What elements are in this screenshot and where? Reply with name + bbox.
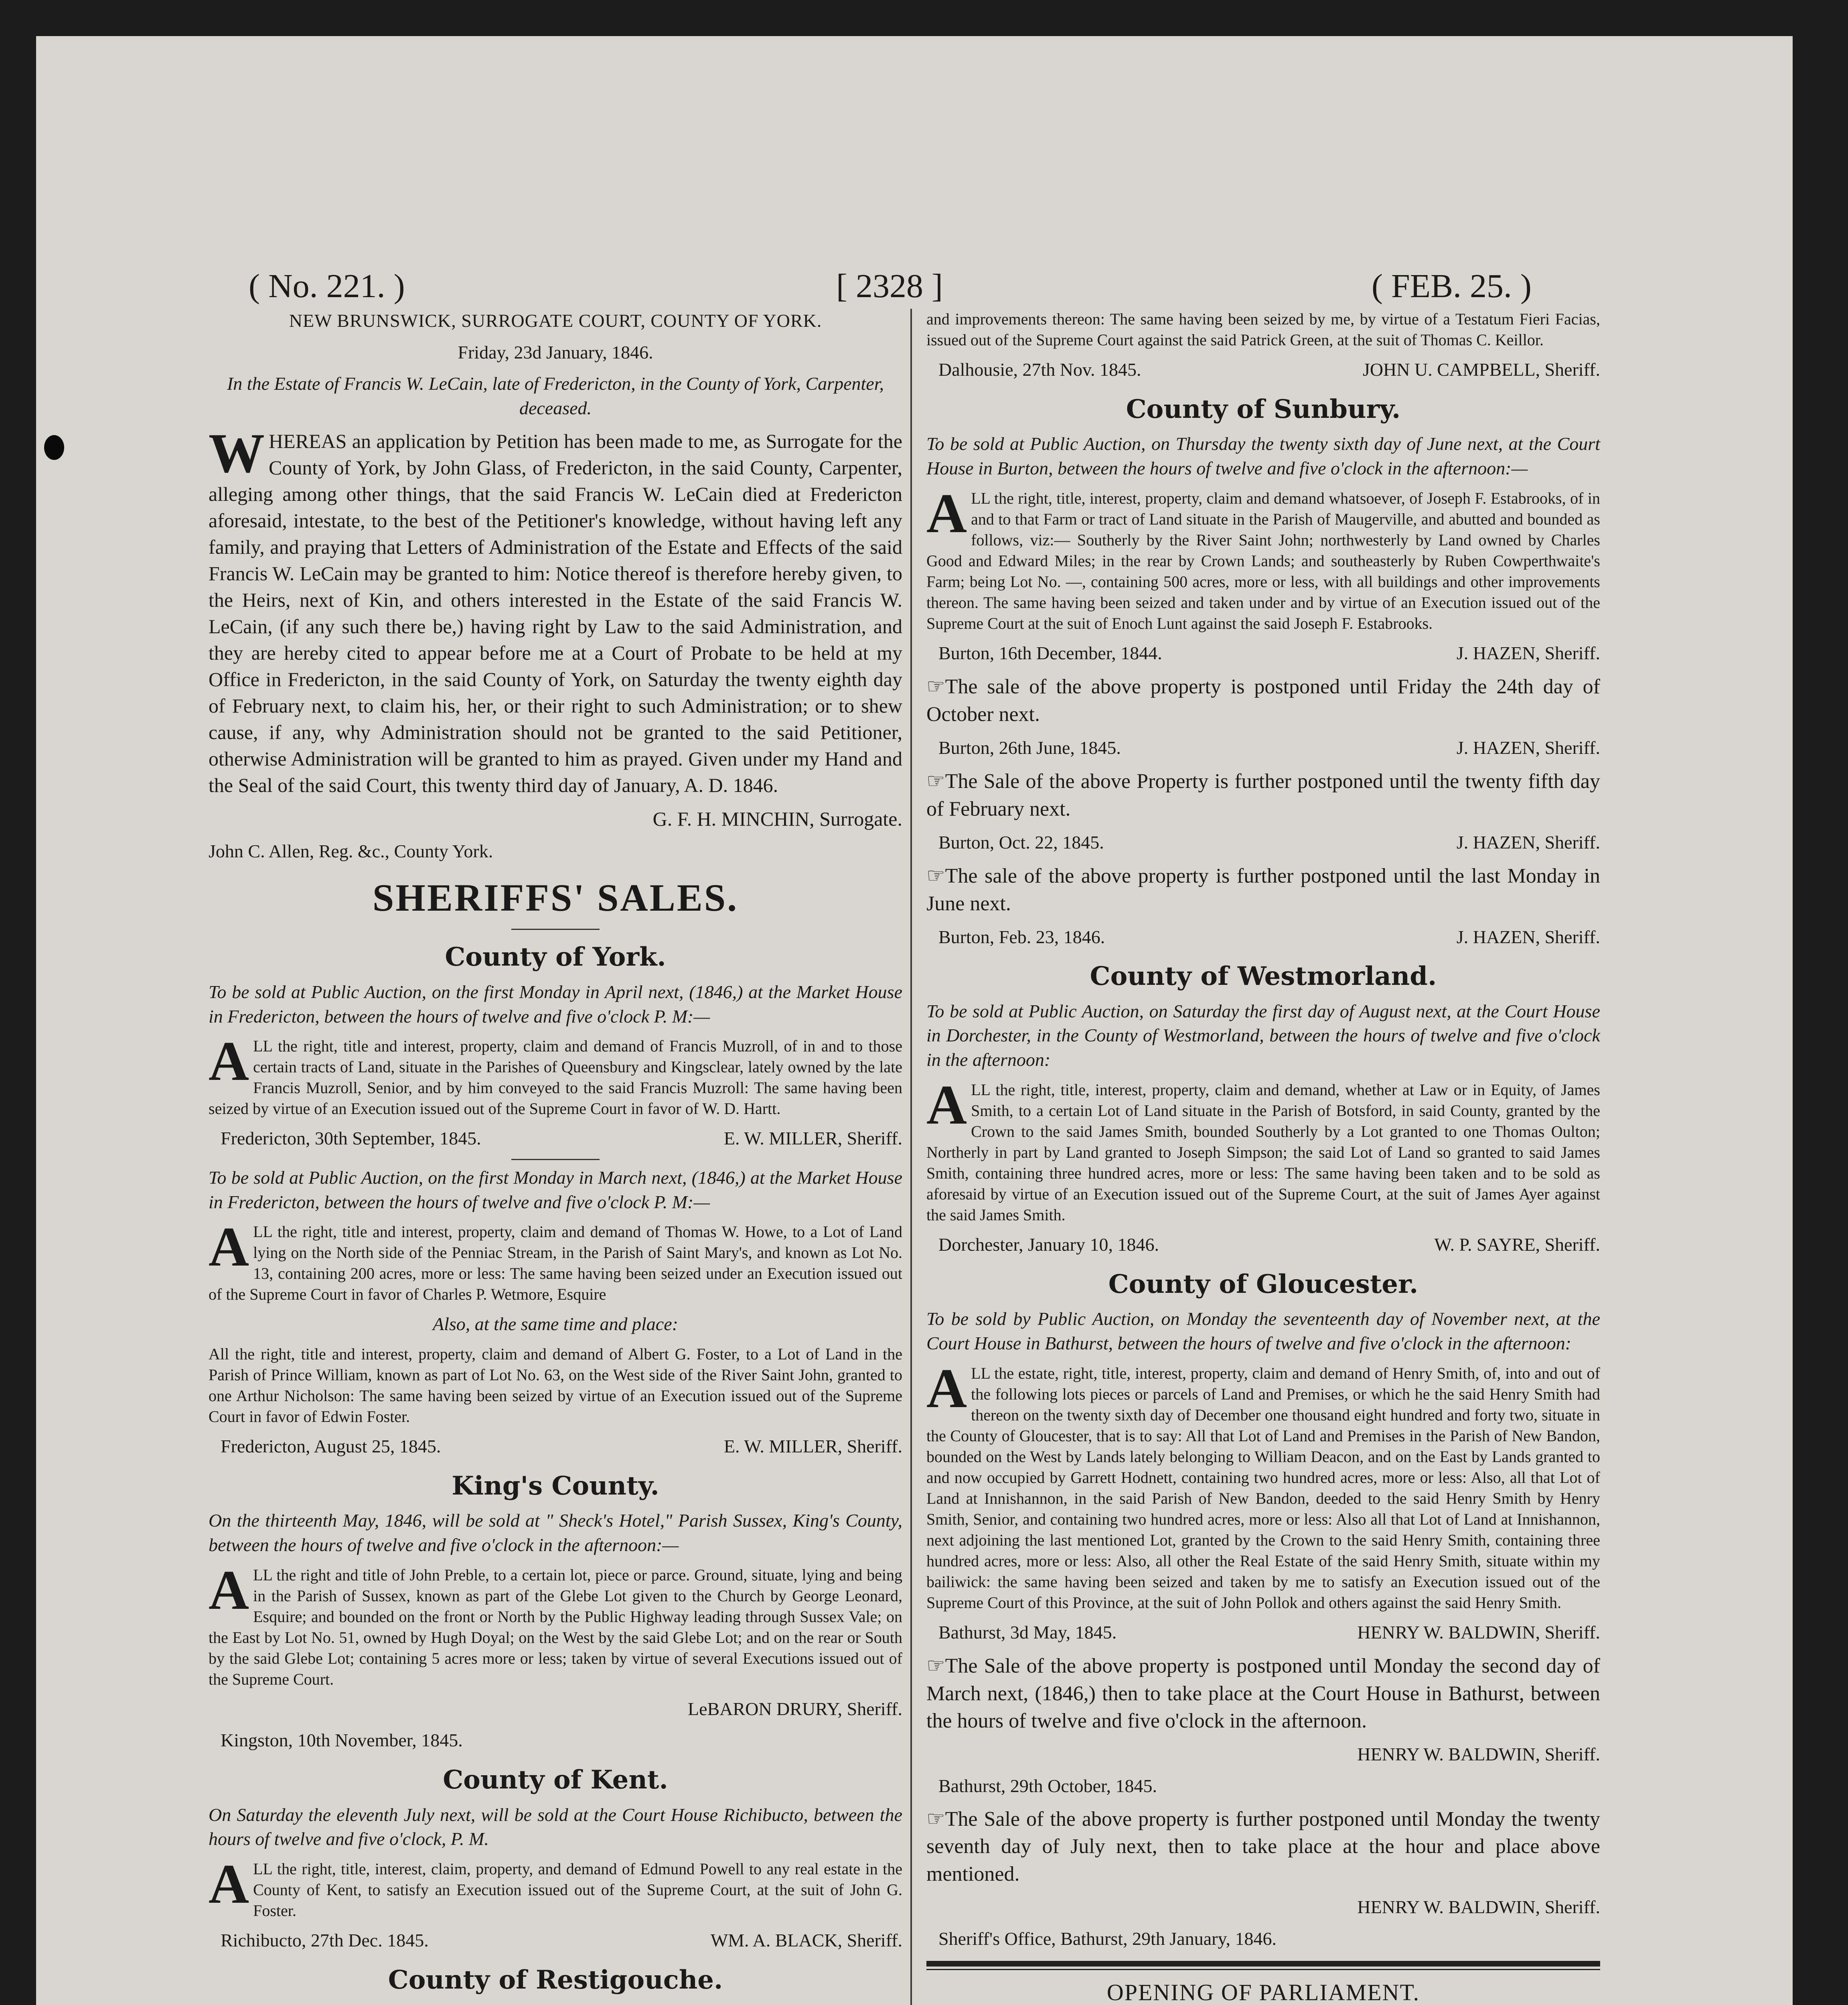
gloucester-place-2: Bathurst, 29th October, 1845. — [938, 1775, 1157, 1796]
sunbury-postponement-2: ☞The Sale of the above Property is further postponed until the twenty fifth day of February next. — [926, 770, 1600, 820]
sheriffs-sales-title: SHERIFFS' SALES. — [372, 876, 739, 919]
york-notice1-signature — [221, 1126, 902, 1151]
restigouche-signature — [938, 358, 1600, 382]
sunbury-signature-3 — [938, 830, 1600, 855]
westmorland-intro: To be sold at Public Auction, on Saturday the first day of August next, at the Court House in Dorchester, in the County of Westmorland, between the hours of twelve and five o'clock in the afternoon: — [926, 1000, 1600, 1070]
surrogate-signer: G. F. H. MINCHIN, Surrogate. — [652, 807, 902, 830]
kent-title: County of Kent. — [443, 1765, 668, 1795]
sunbury-title: County of Sunbury. — [1126, 394, 1401, 424]
section-rule — [926, 1961, 1600, 1970]
sunbury-signature-2 — [938, 736, 1600, 760]
left-column — [209, 309, 902, 2005]
york-title: County of York. — [445, 942, 666, 972]
place-date: Dalhousie, 27th Nov. 1845. — [938, 359, 1141, 380]
sheriff-name: W. P. SAYRE, Sheriff. — [1434, 1234, 1600, 1255]
gloucester-signature-1 — [938, 1620, 1600, 1645]
pointing-hand-icon: ☞ — [926, 770, 945, 793]
registrar: John C. Allen, Reg. &c., County York. — [209, 840, 493, 861]
york-notice2-intro: To be sold at Public Auction, on the first Monday in March next, (1846,) at the Market House in Fredericton, between the hours of twelve and five o'clock P. M:— — [209, 1167, 902, 1212]
rule — [511, 1159, 600, 1160]
york-notice1-intro: To be sold at Public Auction, on the first Monday in April next, (1846,) at the Market House in Fredericton, between the hours of twelve and five o'clock P. M:— — [209, 981, 902, 1027]
surrogate-notice: WHEREAS an application by Petition has been made to me, as Surrogate for the County of York, by John Glass, of Fredericton, in the said County, Carpenter, alleging among other things, that the said Francis W. LeCain died at Fredericton aforesaid, intestate, to the best of the Petitioner's knowledge, without having left any family, and praying that Letters of Administration of the Estate and Effects of the said Francis W. LeCain may be granted to him: Notice thereof is therefore hereby given, to the Heirs, next of Kin, and others interested in the Estate of the said Francis W. LeCain, (if any such there be,) having right by Law to the said Administration, and they are hereby cited to appear before me at a Court of Probate to be held at my Office in Fredericton, in the said County of York, on Saturday the twenty eighth day of February next, to claim his, her, or their right to such Administration; or to shew cause, if any, why Administration should not be granted to the said Petitioner, otherwise Administration will be granted to him as prayed. Given under my Hand and the Seal of the said Court, this twenty third day of January, A. D. 1846. — [209, 422, 902, 796]
place-date: Fredericton, 30th September, 1845. — [221, 1128, 481, 1149]
york-notice1-body: ALL the right, title and interest, property, claim and demand of Francis Muzroll, of in and to those certain tracts of Land, situate in the Parishes of Queensbury and Kingsclear, lately owned by the late Francis Muzroll, Senior, and by him conveyed to the said Francis Muzroll: The same having been seized by virtue of an Execution issued out of the Supreme Court in favor of W. D. Hartt. — [209, 1030, 902, 1118]
gloucester-postponement-1: ☞The Sale of the above property is postponed until Monday the second day of March next, (1846,) then to take place at the Court House in Bathurst, between the hours of twelve and five o'clock in the afternoon. — [926, 1655, 1600, 1733]
kings-signature: LeBARON DRURY, Sheriff. — [688, 1698, 902, 1719]
gloucester-intro: To be sold by Public Auction, on Monday the seventeenth day of November next, at the Court House in Bathurst, between the hours of twelve and five o'clock in the afternoon: — [926, 1308, 1600, 1353]
rule — [511, 929, 600, 930]
sheriff-name: E. W. MILLER, Sheriff. — [723, 1436, 902, 1457]
sheriff-name: J. HAZEN, Sheriff. — [1456, 737, 1600, 758]
sunbury-intro: To be sold at Public Auction, on Thursday the twenty sixth day of June next, at the Court House in Burton, between the hours of twelve and five o'clock in the afternoon:— — [926, 433, 1600, 478]
surrogate-estate: In the Estate of Francis W. LeCain, late of Fredericton, in the County of York, Carpenter, deceased. — [227, 373, 884, 419]
place-date: Burton, Feb. 23, 1846. — [938, 926, 1105, 947]
kings-intro: On the thirteenth May, 1846, will be sold at " Sheck's Hotel," Parish Sussex, King's County, between the hours of twelve and five o'clock in the afternoon:— — [209, 1510, 902, 1555]
sunbury-postponement-1: ☞The sale of the above property is postponed until Friday the 24th day of October next. — [926, 675, 1600, 726]
issue-number: ( No. 221. ) — [249, 267, 405, 305]
kent-signature — [221, 1928, 902, 1953]
sheriff-name: JOHN U. CAMPBELL, Sheriff. — [1362, 359, 1600, 380]
york-notice2-also: Also, at the same time and place: — [433, 1314, 678, 1335]
sheriff-name: J. HAZEN, Sheriff. — [1456, 832, 1600, 853]
issue-date: ( FEB. 25. ) — [1372, 267, 1532, 305]
york-notice2-signature — [221, 1434, 902, 1459]
restigouche-continued: and improvements thereon: The same having been seized by me, by virtue of a Testatum Fieri Facias, issued out of the Supreme Court against the said Patrick Green, at the suit of Thomas C. Keillor. — [926, 310, 1600, 349]
york-notice2-body2: All the right, title and interest, property, claim and demand of Albert G. Foster, to a Lot of Land in the Parish of Prince William, known as part of Lot No. 63, on the West side of the River Saint John, granted to one Arthur Nicholson: The same having been seized by virtue of an Execution issued out of the Supreme Court in favor of Edwin Foster. — [209, 1345, 902, 1426]
page-number: [ 2328 ] — [836, 267, 943, 305]
parliament-title: OPENING OF PARLIAMENT. — [1106, 1979, 1420, 2005]
gloucester-signature-2: HENRY W. BALDWIN, Sheriff. — [1357, 1744, 1600, 1765]
sunbury-postponement-3: ☞The sale of the above property is further postponed until the last Monday in June next. — [926, 865, 1600, 915]
punch-hole — [44, 435, 64, 460]
gloucester-title: County of Gloucester. — [1108, 1269, 1418, 1299]
restigouche-title: County of Restigouche. — [388, 1964, 723, 1995]
kings-body: ALL the right and title of John Preble, to a certain lot, piece or parce. Ground, situate, lying and being in the Parish of Sussex, known as part of the Glebe Lot given to the Church by George Leonard, Esquire; and bounded on the front or North by the Public Highway leading through Sussex Vale; on the East by Lot No. 51, owned by Hugh Doyal; on the West by the said Glebe Lot; and on the rear or South by the said Glebe Lot; containing 5 acres more or less; taken by virtue of several Executions issued out of the Supreme Court. — [209, 1559, 902, 1688]
gloucester-postponement-2: ☞The Sale of the above property is further postponed until Monday the twenty seventh day of July next, then to take place at the hour and place above mentioned. — [926, 1807, 1600, 1886]
place-date: Burton, 16th December, 1844. — [938, 642, 1162, 663]
gloucester-body: ALL the estate, right, title, interest, property, claim and demand of Henry Smith, of, into and out of the following lots pieces or parcels of Land and Premises, or which he the said Henry Smith had thereon on the twenty sixth day of December one thousand eight hundred and forty two, situate in the County of Gloucester, that is to say: All that Lot of Land and Premises in the Parish of New Bandon, bounded on the West by Lands lately belonging to William Deacon, and on the East by Lands granted to and now occupied by Garrett Hodnett, containing two hundred acres, more or less: Also, all that Lot of Land at Innishannon, in the said Parish of New Bandon, deeded to the said Henry Smith by Henry Smith, Senior, and containing two hundred acres, more or less: Also all that Lot of Land at Innishannon, next adjoining the last mentioned Lot, granted by the Crown to the said Henry Smith, containing three hundred acres, more or less: Also, all other the Real Estate of the said Henry Smith, situate within my bailiwick: the same having been seized and taken by me to satisfy an Execution issued out of the Supreme Court of this Province, at the suit of John Pollok and others against the said Henry Smith. — [926, 1357, 1600, 1612]
column-divider — [910, 309, 912, 2005]
sunbury-signature-4 — [938, 925, 1600, 950]
place-date: Fredericton, August 25, 1845. — [221, 1436, 441, 1457]
sheriff-name: E. W. MILLER, Sheriff. — [723, 1128, 902, 1149]
kent-body: ALL the right, title, interest, claim, property, and demand of Edmund Powell to any real estate in the County of Kent, to satisfy an Execution issued out of the Supreme Court, at the suit of John G. Foster. — [209, 1853, 902, 1920]
sheriff-name: HENRY W. BALDWIN, Sheriff. — [1357, 1622, 1600, 1642]
place-date: Richibucto, 27th Dec. 1845. — [221, 1930, 429, 1951]
gloucester-signature-3: HENRY W. BALDWIN, Sheriff. — [1357, 1897, 1600, 1918]
gloucester-place-3: Sheriff's Office, Bathurst, 29th January, 1846. — [938, 1928, 1277, 1949]
sheriff-name: J. HAZEN, Sheriff. — [1456, 926, 1600, 947]
place-date: Burton, 26th June, 1845. — [938, 737, 1121, 758]
place-date: Dorchester, January 10, 1846. — [938, 1234, 1159, 1255]
york-notice2-body: ALL the right, title and interest, property, claim and demand of Thomas W. Howe, to a Lot of Land lying on the North side of the Penniac Stream, in the Parish of Saint Mary's, and known as Lot No. 13, containing 200 acres, more or less: The same having been seized under an Execution issued out of the Supreme Court in favor of Charles P. Wetmore, Esquire — [209, 1216, 902, 1304]
kent-intro: On Saturday the eleventh July next, will be sold at the Court House Richibucto, between the hours of twelve and five o'clock, P. M. — [209, 1804, 902, 1849]
sunbury-body: ALL the right, title, interest, property, claim and demand whatsoever, of Joseph F. Estabrooks, of in and to that Farm or tract of Land situate in the Parish of Maugerville, and abutted and bounded as follows, viz:— Southerly by the River Saint John; northwesterly by Land owned by Charles Good and Edward Miles; in the rear by Crown Lands; and southeasterly by Ruben Cowperthwaite's Farm; being Lot No. —, containing 500 acres, more or less, with all buildings and other improvements thereon. The same having been seized and taken under and by virtue of an Execution issued out of the Supreme Court at the suit of Enoch Lunt against the said Joseph F. Estabrooks. — [926, 482, 1600, 632]
westmorland-title: County of Westmorland. — [1090, 961, 1437, 992]
right-column — [926, 309, 1600, 2005]
place-date: Burton, Oct. 22, 1845. — [938, 832, 1104, 853]
sheriff-name: WM. A. BLACK, Sheriff. — [710, 1930, 902, 1951]
surrogate-heading: NEW BRUNSWICK, SURROGATE COURT, COUNTY OF YORK. — [289, 310, 822, 331]
pointing-hand-icon: ☞ — [926, 675, 945, 699]
kings-title: King's County. — [452, 1470, 659, 1501]
sheriff-name: J. HAZEN, Sheriff. — [1456, 642, 1600, 663]
westmorland-signature — [938, 1233, 1600, 1257]
place-date: Bathurst, 3d May, 1845. — [938, 1622, 1117, 1642]
sunbury-signature-1 — [938, 641, 1600, 666]
pointing-hand-icon: ☞ — [926, 1655, 945, 1678]
pointing-hand-icon: ☞ — [926, 1807, 945, 1831]
restigouche-intro — [209, 2003, 902, 2005]
kings-place: Kingston, 10th November, 1845. — [221, 1730, 463, 1751]
pointing-hand-icon: ☞ — [926, 865, 945, 888]
westmorland-body: ALL the right, title, interest, property, claim and demand, whether at Law or in Equity, of James Smith, to a certain Lot of Land situate in the Parish of Botsford, in said County, granted by the Crown to the said James Smith, bounded Southerly by a Lot granted to one Thomas Oulton; Northerly in part by Land granted to Joseph Simpson; the said Lot of Land so granted to said James Smith, containing three hundred acres, more or less: The same having been taken and to be sold as aforesaid by virtue of an Execution issued out of the Supreme Court, at the suit of James Ayer against the said James Smith. — [926, 1073, 1600, 1224]
surrogate-date: Friday, 23d January, 1846. — [458, 342, 653, 363]
